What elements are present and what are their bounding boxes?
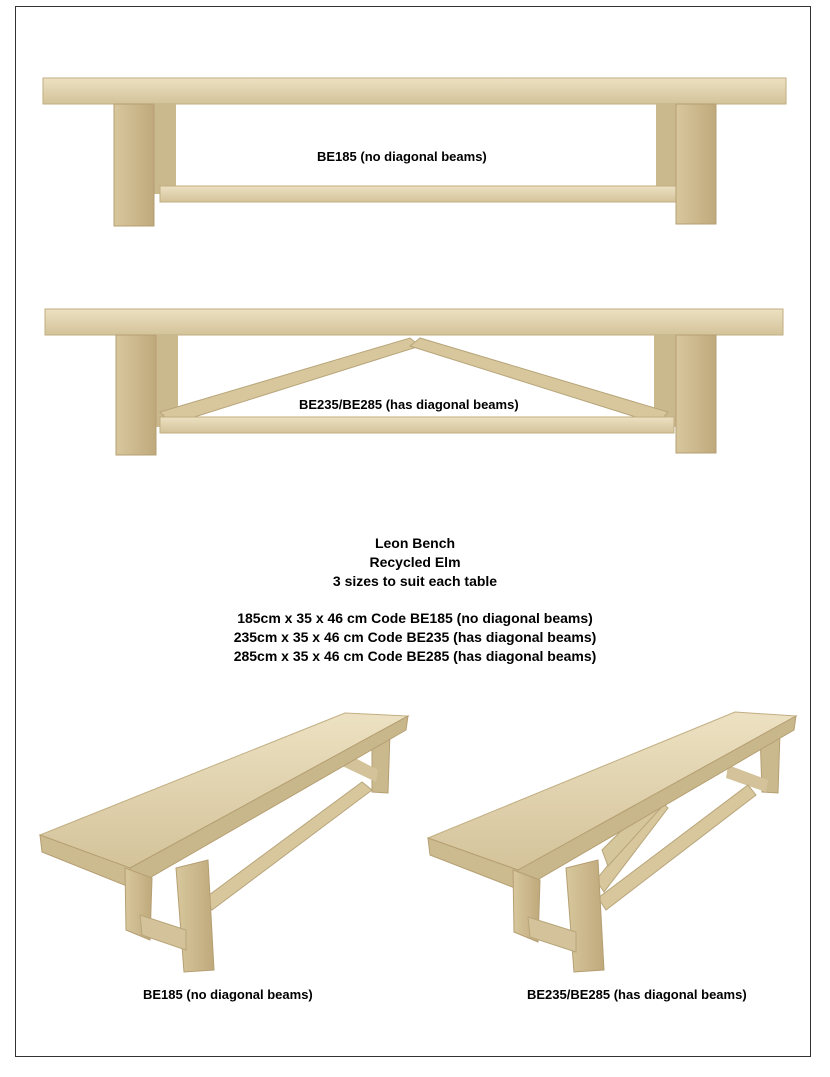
product-title: Leon Bench — [374, 535, 456, 551]
bench-perspective-be185-image — [40, 713, 408, 972]
bottom-right-bench-label: BE235/BE285 (has diagonal beams) — [527, 987, 747, 1002]
product-material: Recycled Elm — [369, 554, 461, 570]
spec-line: 285cm x 35 x 46 cm Code BE285 (has diagonal beams) — [233, 648, 597, 664]
top-bench-label: BE185 (no diagonal beams) — [317, 149, 487, 164]
bottom-left-bench-label: BE185 (no diagonal beams) — [143, 987, 313, 1002]
spec-line: 235cm x 35 x 46 cm Code BE235 (has diagonal beams) — [233, 629, 597, 645]
product-sizes-note: 3 sizes to suit each table — [332, 573, 498, 589]
product-info — [0, 534, 830, 666]
bench-perspective-be235-image — [428, 712, 796, 972]
spec-line: 185cm x 35 x 46 cm Code BE185 (no diagonal beams) — [237, 610, 593, 626]
middle-bench-label: BE235/BE285 (has diagonal beams) — [299, 397, 519, 412]
bench-front-be235-image — [45, 309, 783, 455]
